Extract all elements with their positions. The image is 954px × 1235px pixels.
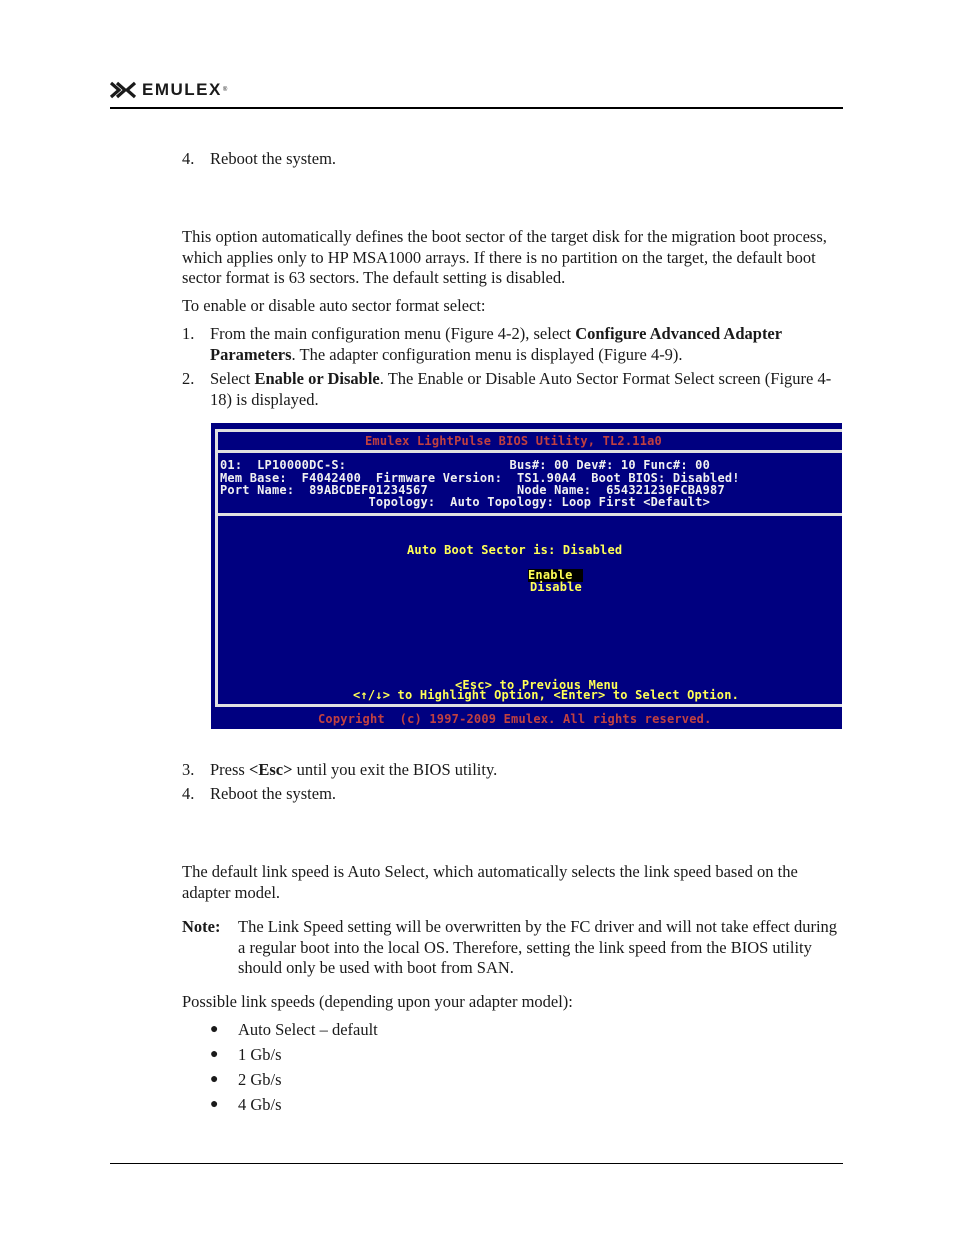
bios-copyright: Copyright (c) 1997-2009 Emulex. All rights reserved. (318, 712, 712, 726)
bios-portname-line: Port Name: 89ABCDEF01234567 Node Name: 654321230FCBA987 (220, 483, 725, 497)
link-speed-list-intro: Possible link speeds (depending upon your adapter model): (182, 992, 573, 1011)
bullet-icon: ● (210, 1022, 219, 1037)
list-item: 2 Gb/s (238, 1070, 282, 1089)
step-number: 1. (182, 324, 195, 343)
step-number: 4. (182, 149, 195, 168)
footer-rule (110, 1163, 843, 1164)
step-2-text: Select Enable or Disable. The Enable or Disable Auto Sector Format Select screen (Figure 4-18) is displayed. (210, 369, 832, 409)
bullet-icon: ● (210, 1072, 219, 1087)
link-speed-description: The default link speed is Auto Select, which automatically selects the link speed based on the adapter model. (182, 862, 798, 902)
note-label: Note: (182, 917, 221, 936)
bios-membase-line: Mem Base: F4042400 Firmware Version: TS1.90A4 Boot BIOS: Disabled! (220, 471, 740, 485)
auto-sector-instruction: To enable or disable auto sector format select: (182, 296, 486, 315)
step-text: Reboot the system. (210, 149, 337, 168)
bios-topology-line: Topology: Auto Topology: Loop First <Default> (220, 495, 711, 509)
step-number: 2. (182, 369, 195, 388)
step-number: 3. (182, 760, 195, 779)
step-1-text: From the main configuration menu (Figure 4-2), select Configure Advanced Adapter Parameters. The adapter configuration menu is displayed (Figure 4-9). (210, 324, 782, 364)
bios-help-nav: <↑/↓> to Highlight Option, <Enter> to Select Option. (353, 688, 740, 702)
bios-option-disable[interactable]: Disable (530, 580, 582, 594)
emulex-logo-icon (110, 81, 136, 99)
bios-separator (215, 450, 842, 453)
bios-title: Emulex LightPulse BIOS Utility, TL2.11a0 (365, 434, 662, 448)
step-number: 4. (182, 784, 195, 803)
bullet-icon: ● (210, 1097, 219, 1112)
bios-screenshot (211, 423, 842, 729)
list-item: 4 Gb/s (238, 1095, 282, 1114)
bios-status: Auto Boot Sector is: Disabled (407, 543, 623, 557)
list-item: Auto Select – default (238, 1020, 378, 1039)
bullet-icon: ● (210, 1047, 219, 1062)
bios-adapter-line: 01: LP10000DC-S: Bus#: 00 Dev#: 10 Func#: 00 (220, 458, 711, 472)
header-rule (110, 107, 843, 109)
emulex-logo (110, 80, 227, 100)
note-text: The Link Speed setting will be overwritten by the FC driver and will not take effect during a regular boot into the local OS. Therefore, setting the link speed from the BIOS utility should only be used with boot from SAN. (238, 917, 838, 977)
auto-sector-description: This option automatically defines the boot sector of the target disk for the migration boot process, which applies only to HP MSA1000 arrays. If there is no partition on the target, the default boot sector format is 63 sectors. The default setting is disabled. (182, 227, 827, 287)
bios-separator (215, 513, 842, 516)
step-3-text: Press <Esc> until you exit the BIOS utility. (210, 760, 498, 779)
trademark: ® (222, 87, 228, 93)
list-item: 1 Gb/s (238, 1045, 282, 1064)
brand-name: EMULEX (142, 80, 222, 99)
step-4-text: Reboot the system. (210, 784, 337, 803)
bios-option-enable[interactable]: Enable (528, 569, 583, 582)
bios-help-esc: <Esc> to Previous Menu (455, 678, 619, 692)
